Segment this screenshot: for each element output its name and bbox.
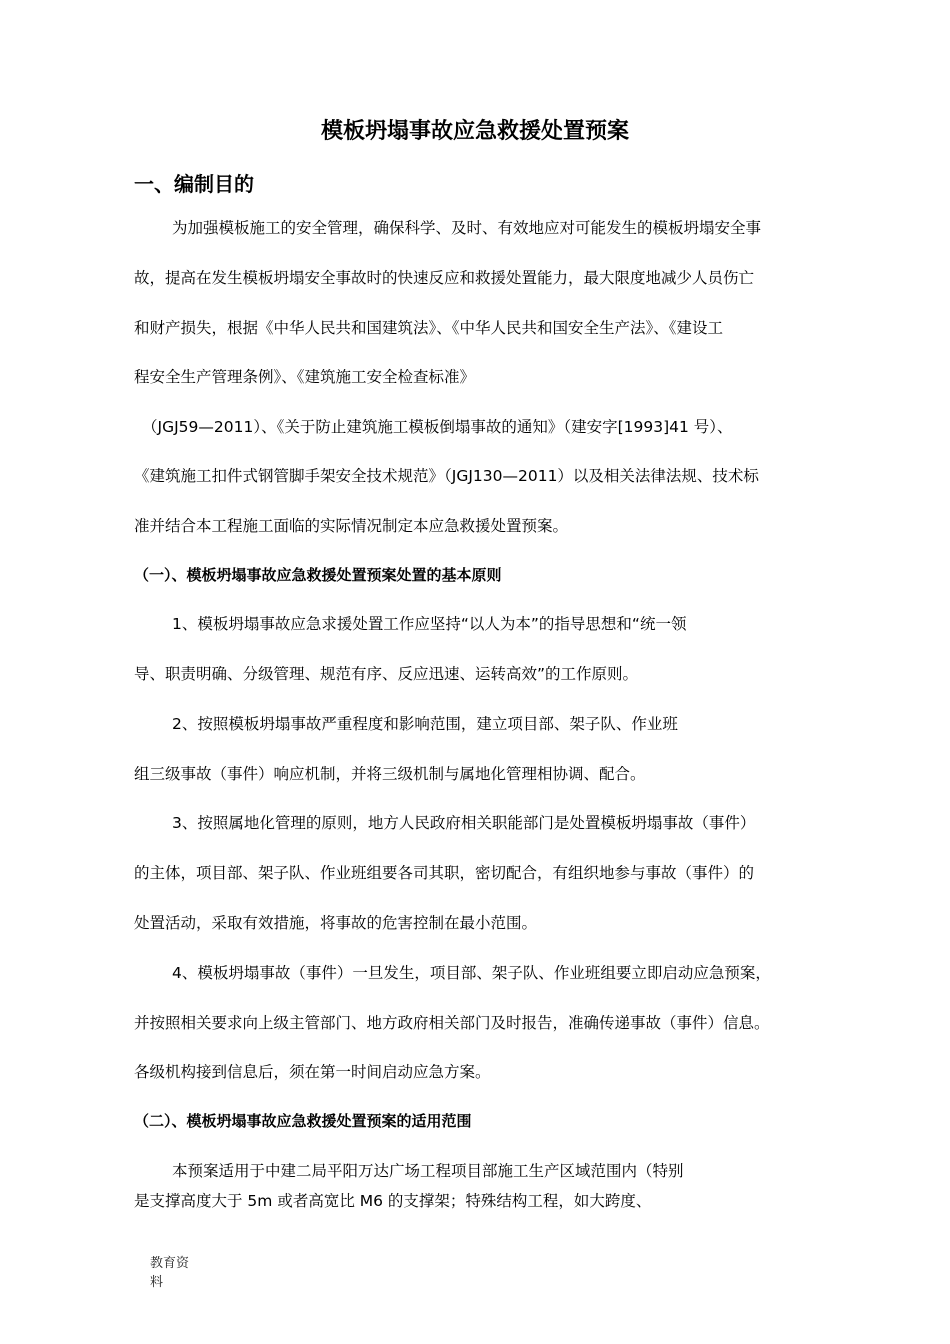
footer-label: 教育资料 bbox=[150, 1256, 190, 1290]
principle-item-4-line: 并按照相关要求向上级主管部门、地方政府相关部门及时报告，准确传递事故（事件）信息。 bbox=[134, 1014, 770, 1032]
document-title: 模板坍塌事故应急救援处置预案 bbox=[320, 119, 629, 144]
principle-item-3-line: 处置活动，采取有效措施，将事故的危害控制在最小范围。 bbox=[134, 914, 538, 932]
paragraph-line: 故，提高在发生模板坍塌安全事故时的快速反应和救援处置能力，最大限度地减少人员伤亡 bbox=[134, 269, 755, 287]
scope-paragraph-line: 本预案适用于中建二局平阳万达广场工程项目部施工生产区域范围内（特别 bbox=[172, 1162, 684, 1180]
paragraph-line: （JGJ59—2011）、《关于防止建筑施工模板倒塌事故的通知》（建安字[1993]41 号）、 bbox=[142, 418, 733, 436]
principle-item-4-line: 各级机构接到信息后，须在第一时间启动应急方案。 bbox=[134, 1063, 491, 1081]
subsection-heading-principles: （一）、模板坍塌事故应急救援处置预案处置的基本原则 bbox=[134, 566, 502, 584]
principle-item-3-line: 的主体，项目部、架子队、作业班组要各司其职，密切配合，有组织地参与事故（事件）的 bbox=[134, 864, 755, 882]
paragraph-line: 程安全生产管理条例》、《建筑施工安全检查标准》 bbox=[134, 368, 476, 386]
principle-item-1-line: 1、模板坍塌事故应急求援处置工作应坚持“以人为本”的指导思想和“统一领 bbox=[172, 615, 687, 633]
principle-item-4-line: 4、模板坍塌事故（事件）一旦发生，项目部、架子队、作业班组要立即启动应急预案， bbox=[172, 964, 771, 982]
principle-item-2-line: 组三级事故（事件）响应机制，并将三级机制与属地化管理相协调、配合。 bbox=[134, 765, 646, 783]
principle-item-2-line: 2、按照模板坍塌事故严重程度和影响范围，建立项目部、架子队、作业班 bbox=[172, 715, 678, 733]
principle-item-3-line: 3、按照属地化管理的原则，地方人民政府相关职能部门是处置模板坍塌事故（事件） bbox=[172, 814, 756, 832]
paragraph-line: 准并结合本工程施工面临的实际情况制定本应急救援处置预案。 bbox=[134, 517, 569, 535]
principle-item-1-line: 导、职责明确、分级管理、规范有序、反应迅速、运转高效”的工作原则。 bbox=[134, 665, 639, 683]
paragraph-line: 为加强模板施工的安全管理，确保科学、及时、有效地应对可能发生的模板坍塌安全事 bbox=[172, 219, 762, 237]
subsection-heading-scope: （二）、模板坍塌事故应急救援处置预案的适用范围 bbox=[134, 1112, 472, 1130]
section-heading-purpose: 一、编制目的 bbox=[134, 172, 254, 196]
scope-paragraph-line: 是支撑高度大于 5m 或者高宽比 M6 的支撑架；特殊结构工程，如大跨度、 bbox=[134, 1192, 652, 1210]
paragraph-line: 和财产损失，根据《中华人民共和国建筑法》、《中华人民共和国安全生产法》、《建设工 bbox=[134, 319, 724, 337]
paragraph-line: 《建筑施工扣件式钢管脚手架安全技术规范》（JGJ130—2011）以及相关法律法规、技术标 bbox=[134, 467, 759, 485]
